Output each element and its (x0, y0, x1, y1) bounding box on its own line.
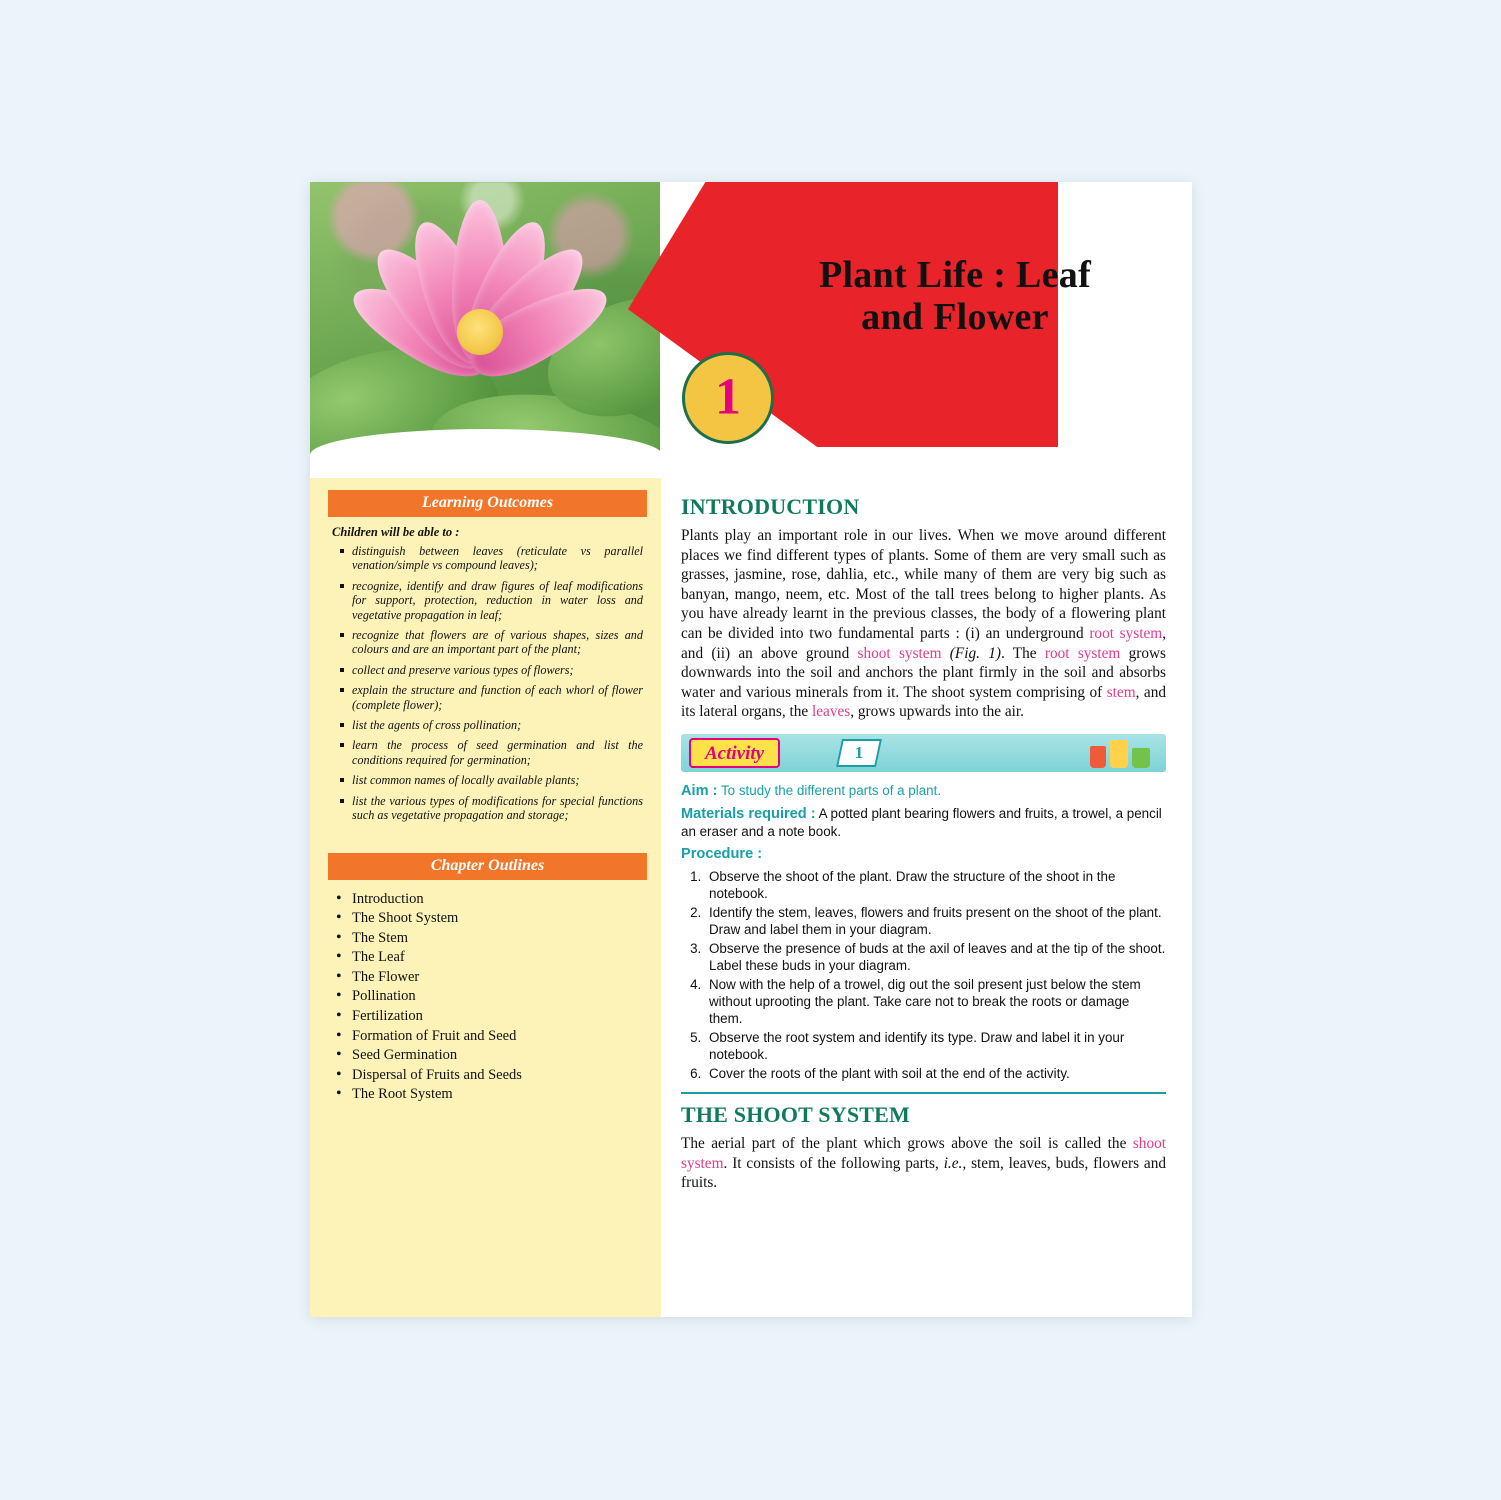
list-item: list common names of locally available plants; (340, 773, 643, 787)
list-item: 1. Observe the shoot of the plant. Draw the structure of the shoot in the notebook. (705, 868, 1166, 902)
text-run: Plants play an important role in our lives. When we move around different places we find different types of plants. Some of them are very small such as grasses, jasmine, rose, dahlia, etc., while many of them are very big such as banyan, mango, neem, etc. Most of the tall trees belong to higher plants. As you have already learnt in the previous classes, the body of a flowering plant can be divided into two fundamental parts : (i) an underground (681, 527, 1166, 642)
activity-aim (681, 782, 1166, 800)
list-item: list the various types of modifications for special functions such as vegetative propagation and storage; (340, 794, 643, 823)
highlight-term: shoot system (857, 644, 942, 662)
learning-outcomes-list (340, 544, 643, 823)
title-line-2: and Flower (861, 296, 1049, 338)
divider (681, 1092, 1166, 1094)
materials-text: A potted plant bearing flowers and fruits, a trowel, a pencil an eraser and a note book. (681, 805, 1162, 839)
aim-text: To study the different parts of a plant. (720, 782, 942, 798)
chapter-number: 1 (715, 368, 741, 426)
list-item: recognize that flowers are of various shapes, sizes and colours and are an important part of the plant; (340, 628, 643, 657)
sidebar-item-pollination[interactable]: • Pollination (336, 987, 643, 1007)
list-item: 2. Identify the stem, leaves, flowers and fruits present on the shoot of the plant. Draw and label them in your diagram. (705, 904, 1166, 938)
text-run: stem, leaves, buds, flowers and fruits. (681, 1154, 1166, 1192)
sidebar (310, 478, 661, 1317)
sidebar-item-formation-of-fruit-and-seed[interactable]: • Formation of Fruit and Seed (336, 1027, 643, 1047)
list-item: list the agents of cross pollination; (340, 718, 643, 732)
highlight-term: leaves (811, 703, 851, 721)
flower-center (457, 309, 503, 355)
list-item: 4. Now with the help of a trowel, dig out the soil present just below the stem without uprooting the plant. Take care not to break the roots or damage them. (705, 976, 1166, 1027)
sidebar-item-seed-germination[interactable]: • Seed Germination (336, 1046, 643, 1066)
list-item: explain the structure and function of each whorl of flower (complete flower); (340, 683, 643, 712)
list-item: 3. Observe the presence of buds at the axil of leaves and at the tip of the shoot. Label these buds in your diagram. (705, 940, 1166, 974)
sidebar-item-dispersal-of-fruits-and-seeds[interactable]: • Dispersal of Fruits and Seeds (336, 1066, 643, 1086)
text-run: , grows upwards into the air. (850, 703, 1024, 721)
learning-outcomes-heading: Learning Outcomes (328, 490, 647, 517)
sidebar-item-the-shoot-system[interactable]: • The Shoot System (336, 909, 643, 929)
activity-number: 1 (854, 742, 864, 762)
list-item: recognize, identify and draw figures of leaf modifications for support, protection, reduction in water loss and vegetative propagation in leaf; (340, 579, 643, 622)
shoot-system-paragraph (681, 1134, 1166, 1193)
activity-materials (681, 805, 1166, 840)
shoot-system-heading: THE SHOOT SYSTEM (681, 1101, 910, 1127)
figure-reference: i.e., (943, 1154, 967, 1172)
activity-label: Activity (689, 738, 780, 768)
main-content (661, 478, 1192, 1317)
text-run: , and its lateral organs, the (681, 683, 1166, 721)
procedure-label: Procedure : (681, 845, 763, 862)
sidebar-item-fertilization[interactable]: • Fertilization (336, 1007, 643, 1027)
highlight-term: shoot system (681, 1134, 1166, 1172)
activity-banner (681, 734, 1166, 772)
sidebar-item-introduction[interactable]: • Introduction (336, 890, 643, 910)
figure-reference: (Fig. 1) (949, 644, 1001, 662)
list-item: 5. Observe the root system and identify its type. Draw and label it in your notebook. (705, 1029, 1166, 1063)
beakers-icon (1086, 736, 1156, 770)
page-body (310, 478, 1192, 1317)
text-run: The aerial part of the plant which grows above the soil is called the (681, 1134, 1133, 1152)
activity-steps (681, 868, 1166, 1082)
sidebar-item-the-flower[interactable]: • The Flower (336, 968, 643, 988)
activity-procedure-label-row (681, 845, 1166, 863)
text-run: . It consists of the following parts, (723, 1154, 944, 1172)
activity-number-box (836, 739, 882, 767)
highlight-term: root system (1089, 624, 1163, 642)
text-run: grows downwards into the soil and anchors the plant firmly in the soil and absorbs water and various minerals from it. The shoot system comprising of (681, 644, 1167, 701)
page-title (740, 254, 1170, 338)
list-item: 6. Cover the roots of the plant with soil at the end of the activity. (705, 1065, 1166, 1082)
learning-outcomes-intro: Children will be able to : (332, 525, 460, 539)
list-item: collect and preserve various types of flowers; (340, 663, 643, 677)
textbook-page (310, 182, 1192, 1317)
chapter-outlines-heading: Chapter Outlines (328, 853, 647, 880)
list-item: distinguish between leaves (reticulate vs parallel venation/simple vs compound leaves); (340, 544, 643, 573)
highlight-term: stem (1106, 683, 1136, 701)
chapter-outlines-list (336, 890, 643, 1106)
highlight-term: root system (1044, 644, 1121, 662)
page-header (310, 182, 1192, 478)
sidebar-item-the-stem[interactable]: • The Stem (336, 929, 643, 949)
lotus-flower (340, 212, 620, 452)
introduction-heading: INTRODUCTION (681, 494, 860, 519)
chapter-number-badge (682, 352, 774, 444)
materials-label: Materials required : (681, 805, 816, 822)
header-curve (310, 429, 662, 478)
text-run (941, 645, 949, 662)
title-line-1: Plant Life : Leaf (818, 254, 1092, 296)
aim-label: Aim : (681, 782, 718, 799)
text-run: , and (ii) an above ground (681, 624, 1167, 662)
sidebar-item-the-root-system[interactable]: • The Root System (336, 1085, 643, 1105)
sidebar-item-the-leaf[interactable]: • The Leaf (336, 948, 643, 968)
introduction-paragraph (681, 526, 1166, 722)
text-run: . The (1000, 644, 1045, 662)
list-item: learn the process of seed germination and list the conditions required for germination; (340, 738, 643, 767)
